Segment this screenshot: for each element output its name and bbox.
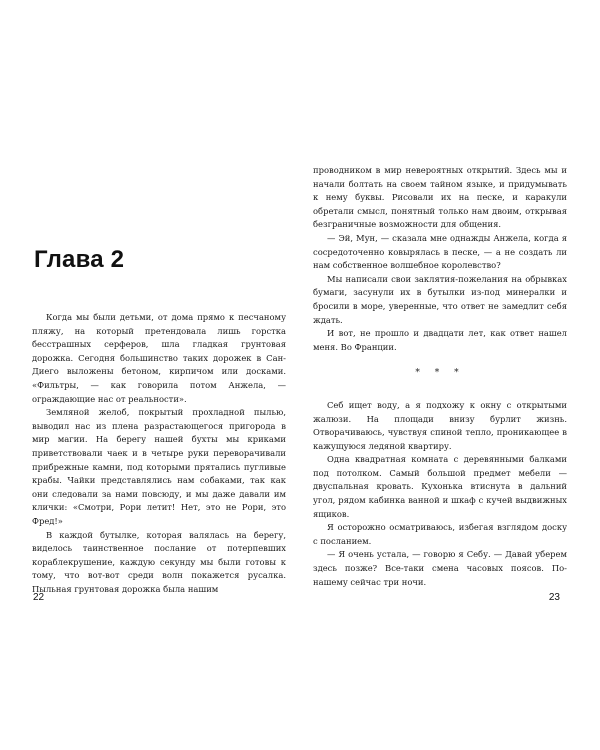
paragraph: И вот, не прошло и двадцати лет, как ответ нашел меня. Во Франции.: [313, 328, 567, 352]
paragraph: Одна квадратная комната с деревянными балками под потолком. Самый большой предмет мебели — двуспальная кровать. Кухонька втиснута в дальний угол, рядом кабинка ванной и шкаф с кучей выдвижных ящиков.: [313, 454, 567, 519]
left-body-text: [32, 311, 286, 596]
paragraph: Я осторожно осматриваюсь, избегая взглядом доску с посланием.: [313, 522, 567, 546]
page-number: 22: [33, 592, 45, 603]
right-body-text: [313, 164, 567, 589]
page-number: 23: [548, 592, 560, 603]
paragraph: — Я очень устала, — говорю я Себу. — Давай уберем здесь позже? Все-таки смена часовых поясов. По-нашему сейчас три ночи.: [313, 549, 567, 587]
paragraph: Себ ищет воду, а я подхожу к окну с открытыми жалюзи. На площади внизу бурлит жизнь. Отворачиваюсь, чувствуя спиной тепло, проникающее в кажущуюся ледяной квартиру.: [313, 399, 567, 451]
right-page: [300, 0, 600, 750]
paragraph: — Эй, Мун, — сказала мне однажды Анжела, когда я сосредоточенно ковырялась в песке, — а не создать ли нам собственное волшебное королевство?: [313, 232, 567, 271]
paragraph: Когда мы были детьми, от дома прямо к песчаному пляжу, на который претендовала лишь горстка бесстрашных серферов, шла гладкая грунтовая дорожка. Сегодня большинство таких дорожек в Сан-Диего выложены бетоном, кирпичом или досками. «Фильтры, — как говорила потом Анжела, — ограждающие нас от реальности».: [32, 312, 286, 404]
section-break: * * *: [415, 368, 465, 379]
chapter-title: Глава 2: [34, 246, 125, 273]
paragraph-continuation: проводником в мир невероятных открытий. Здесь мы и начали болтать на своем тайном языке, и придумывать к нему буквы. Рисовали их на песке, и каракули обретали смысл, понятный только нам двоим, открывая безграничные возможности для общения.: [313, 165, 567, 230]
paragraph: Земляной желоб, покрытый прохладной пылью, выводил нас из плена разрастающегося пригорода в мир магии. На берегу нашей бухты мы криками приветствовали чаек и в четыре руки переворачивали прибрежные камни, под которыми прятались пугливые крабы. Чайки представлялись нам собаками, так как они следовали за нами повсюду, и мы даже давали им клички: «Смотри, Рори летит! Нет, это не Рори, это Фред!»: [32, 407, 286, 526]
paragraph: В каждой бутылке, которая валялась на берегу, виделось таинственное послание от потерпевших кораблекрушение, каждую секунду мы были готовы к тому, что вот-вот среди волн покажется русалка. Пыльная грунтовая дорожка была нашим: [32, 529, 286, 594]
paragraph: Мы написали свои заклятия-пожелания на обрывках бумаги, засунули их в бутылки из-под минералки и бросили в море, уверенные, что ответ не замедлит себя ждать.: [313, 273, 567, 325]
